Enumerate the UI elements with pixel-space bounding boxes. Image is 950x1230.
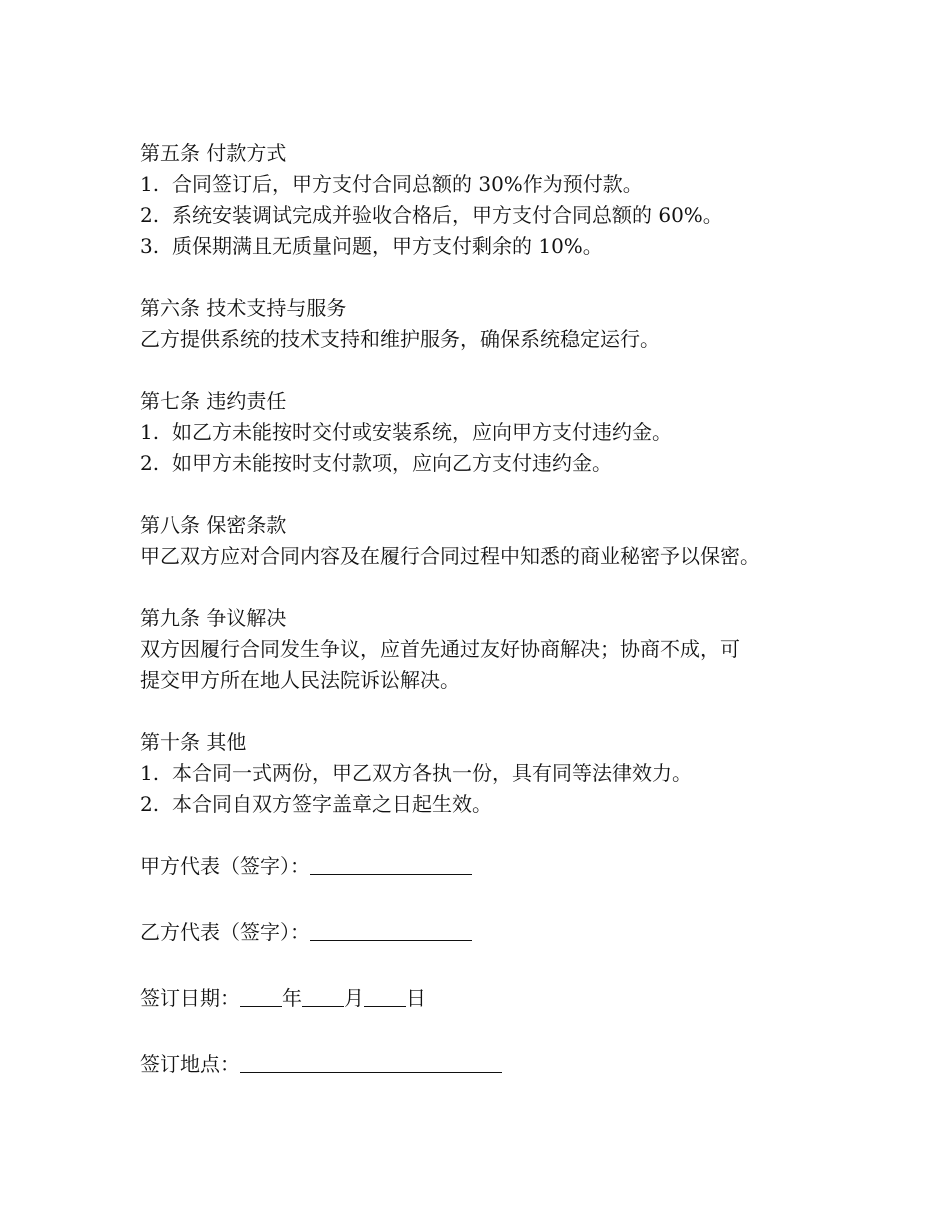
party-b-signature-blank[interactable] <box>310 920 472 941</box>
paragraph-line: 双方因履行合同发生争议，应首先通过友好协商解决；协商不成，可 <box>140 637 740 661</box>
item-number: 3. <box>140 234 160 258</box>
year-blank[interactable] <box>240 986 282 1007</box>
list-item <box>140 789 930 820</box>
item-text: 本合同自双方签字盖章之日起生效。 <box>172 792 492 816</box>
section-liability <box>140 386 930 479</box>
section-heading: 第八条 保密条款 <box>140 513 287 537</box>
month-blank[interactable] <box>302 986 344 1007</box>
day-blank[interactable] <box>364 986 406 1007</box>
place-label: 签订地点： <box>140 1052 240 1076</box>
list-item <box>140 169 930 200</box>
section-heading: 第七条 违约责任 <box>140 389 287 413</box>
paragraph-line: 提交甲方所在地人民法院诉讼解决。 <box>140 668 460 692</box>
party-a-signature-blank[interactable] <box>310 854 472 875</box>
date-label: 签订日期： <box>140 986 240 1010</box>
list-item <box>140 448 930 479</box>
item-text: 本合同一式两份，甲乙双方各执一份，具有同等法律效力。 <box>172 761 692 785</box>
place-blank[interactable] <box>240 1052 502 1073</box>
item-text: 合同签订后，甲方支付合同总额的 30%作为预付款。 <box>172 172 643 196</box>
section-payment <box>140 138 930 262</box>
year-label: 年 <box>282 986 302 1010</box>
party-b-signature-row <box>140 917 930 948</box>
item-number: 1. <box>140 420 160 444</box>
party-a-label: 甲方代表（签字）： <box>140 854 310 878</box>
item-text: 系统安装调试完成并验收合格后，甲方支付合同总额的 60%。 <box>172 203 723 227</box>
paragraph-line: 甲乙双方应对合同内容及在履行合同过程中知悉的商业秘密予以保密。 <box>140 544 760 568</box>
section-heading: 第六条 技术支持与服务 <box>140 296 347 320</box>
item-number: 2. <box>140 203 160 227</box>
section-support <box>140 293 930 355</box>
signing-date-row <box>140 983 930 1014</box>
list-item <box>140 417 930 448</box>
item-number: 2. <box>140 792 160 816</box>
item-text: 如甲方未能按时支付款项，应向乙方支付违约金。 <box>172 451 612 475</box>
section-heading: 第九条 争议解决 <box>140 606 287 630</box>
section-heading: 第五条 付款方式 <box>140 141 287 165</box>
item-text: 如乙方未能按时交付或安装系统，应向甲方支付违约金。 <box>172 420 672 444</box>
item-number: 1. <box>140 761 160 785</box>
item-number: 1. <box>140 172 160 196</box>
list-item <box>140 200 930 231</box>
section-confidentiality <box>140 510 930 572</box>
signature-block <box>140 851 930 1080</box>
item-number: 2. <box>140 451 160 475</box>
paragraph-line: 乙方提供系统的技术支持和维护服务，确保系统稳定运行。 <box>140 327 660 351</box>
section-other <box>140 727 930 820</box>
day-label: 日 <box>406 986 426 1010</box>
party-b-label: 乙方代表（签字）： <box>140 920 310 944</box>
signing-place-row <box>140 1049 930 1080</box>
section-heading: 第十条 其他 <box>140 730 247 754</box>
party-a-signature-row <box>140 851 930 882</box>
list-item <box>140 231 930 262</box>
month-label: 月 <box>344 986 364 1010</box>
section-dispute <box>140 603 930 696</box>
list-item <box>140 758 930 789</box>
contract-page <box>140 138 930 1115</box>
item-text: 质保期满且无质量问题，甲方支付剩余的 10%。 <box>172 234 603 258</box>
